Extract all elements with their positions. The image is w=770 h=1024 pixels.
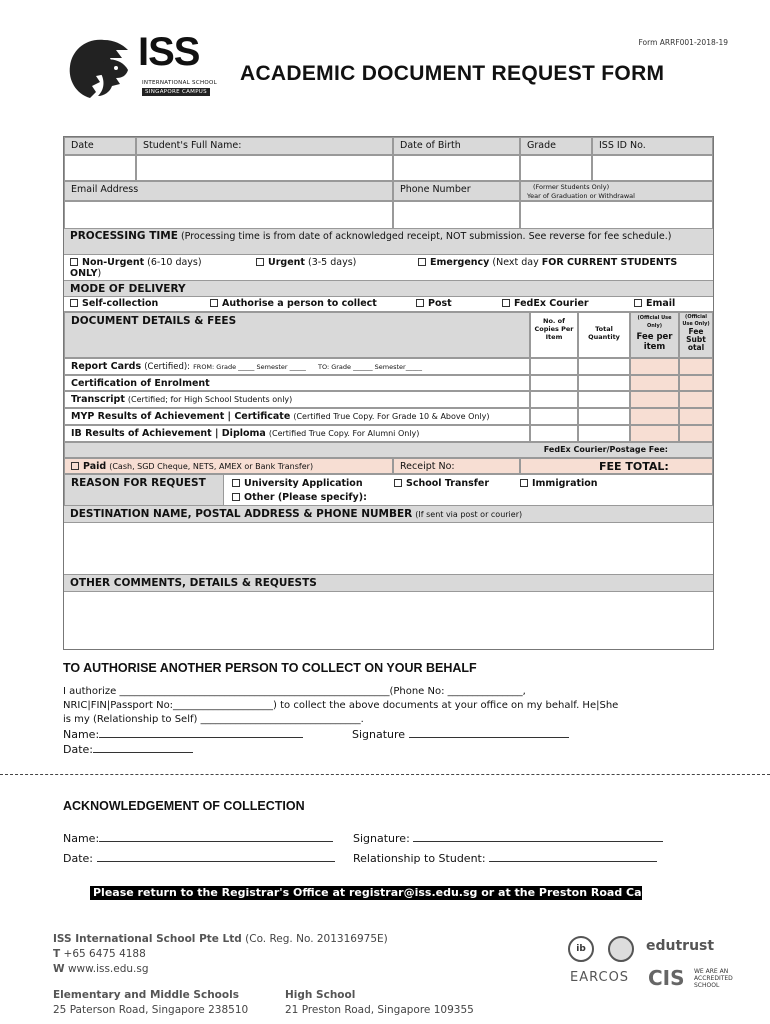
immigration-option[interactable]: Immigration xyxy=(520,477,598,491)
university-option[interactable]: University Application xyxy=(232,477,363,491)
full-name-field[interactable] xyxy=(136,155,393,181)
footer-high-school: High School 21 Preston Road, Singapore 109355 xyxy=(285,989,474,1016)
ib-badge-icon: ib xyxy=(568,936,594,962)
fedex-fee-row: FedEx Courier/Postage Fee: xyxy=(64,442,713,458)
paid-option[interactable]: Paid (Cash, SGD Cheque, NETS, AMEX or Bank Transfer) xyxy=(64,458,393,474)
fee-per-item-header: (Official Use Only) Fee per item xyxy=(630,312,679,358)
transcript-row-cell-4[interactable] xyxy=(679,391,713,408)
report-cards-row-cell-4[interactable] xyxy=(679,358,713,375)
ib-row: IB Results of Achievement | Diploma (Certified True Copy. For Alumni Only) xyxy=(64,425,530,442)
graduation-label: (Former Students Only) Year of Graduation or Withdrawal xyxy=(520,181,713,201)
certification-row-cell-3[interactable] xyxy=(630,375,679,391)
edutrust-badge: edutrust xyxy=(646,938,715,954)
myp-row-cell-1[interactable] xyxy=(530,408,578,425)
authorise-name[interactable]: Name: xyxy=(63,728,303,741)
cut-line xyxy=(0,774,770,775)
authorise-text: I authorize ______________________________________________________(Phone No: _______________, NRIC|FIN|Passport No:____________________) to collect the above documents at your office on my behalf. He|She is my (Relationship to Self) ________________________________. xyxy=(63,686,619,725)
transcript-row-cell-1[interactable] xyxy=(530,391,578,408)
certification-row-cell-4[interactable] xyxy=(679,375,713,391)
delivery-options xyxy=(64,297,713,312)
transcript-row: Transcript (Certified; for High School Students only) xyxy=(64,391,530,408)
report-cards-row-cell-1[interactable] xyxy=(530,358,578,375)
fees-header: DOCUMENT DETAILS & FEES xyxy=(64,312,530,358)
processing-header: PROCESSING TIME (Processing time is from date of acknowledged receipt, NOT submission. See reverse for fee schedule.) xyxy=(64,229,713,255)
fee-subtotal-header: (Official Use Only) Fee Subt otal xyxy=(679,312,713,358)
ack-relationship[interactable]: Relationship to Student: xyxy=(353,852,657,865)
ib-row-cell-2[interactable] xyxy=(578,425,630,442)
non-urgent-option[interactable]: Non-Urgent (6-10 days) xyxy=(70,257,202,268)
certification-row: Certification of Enrolment xyxy=(64,375,530,391)
cis-note: WE ARE AN ACCREDITED SCHOOL xyxy=(694,968,733,989)
destination-field[interactable] xyxy=(64,523,713,575)
self-collection-option[interactable]: Self-collection xyxy=(70,298,158,309)
authorise-title: TO AUTHORISE ANOTHER PERSON TO COLLECT ON YOUR BEHALF xyxy=(63,661,477,675)
comments-field[interactable] xyxy=(64,592,713,649)
post-option[interactable]: Post xyxy=(416,298,452,309)
ib-row-cell-3[interactable] xyxy=(630,425,679,442)
form-code: Form ARRF001-2018-19 xyxy=(638,38,728,47)
page-title: ACADEMIC DOCUMENT REQUEST FORM xyxy=(240,62,665,85)
myp-row-cell-2[interactable] xyxy=(578,408,630,425)
footer-elementary: Elementary and Middle Schools 25 Paterson Road, Singapore 238510 xyxy=(53,989,249,1016)
ib-row-cell-4[interactable] xyxy=(679,425,713,442)
earcos-badge: EARCOS xyxy=(570,970,630,985)
fedex-option[interactable]: FedEx Courier xyxy=(502,298,589,309)
paid-checkbox[interactable] xyxy=(71,462,79,470)
transcript-row-cell-3[interactable] xyxy=(630,391,679,408)
comments-header: OTHER COMMENTS, DETAILS & REQUESTS xyxy=(64,575,713,592)
phone-field[interactable] xyxy=(393,201,520,229)
iss-id-label: ISS ID No. xyxy=(592,137,713,155)
dob-label: Date of Birth xyxy=(393,137,520,155)
iss-id-field[interactable] xyxy=(592,155,713,181)
school-logo xyxy=(66,30,226,100)
logo-campus: SINGAPORE CAMPUS xyxy=(142,88,210,96)
transcript-row-cell-2[interactable] xyxy=(578,391,630,408)
certification-row-cell-2[interactable] xyxy=(578,375,630,391)
school-transfer-option[interactable]: School Transfer xyxy=(394,477,489,491)
grade-label: Grade xyxy=(520,137,592,155)
myp-row: MYP Results of Achievement | Certificate (Certified True Copy. For Grade 10 & Above Only) xyxy=(64,408,530,425)
grade-field[interactable] xyxy=(520,155,592,181)
report-cards-row: Report Cards (Certified): FROM: Grade _____ Semester _____ TO: Grade ______ Semester_____ xyxy=(64,358,530,375)
email-option[interactable]: Email xyxy=(634,298,675,309)
email-label: Email Address xyxy=(64,181,393,201)
urgent-option[interactable]: Urgent (3-5 days) xyxy=(256,257,356,268)
certification-row-cell-1[interactable] xyxy=(530,375,578,391)
other-reason-option[interactable]: Other (Please specify): xyxy=(232,491,367,505)
ack-signature[interactable]: Signature: xyxy=(353,832,663,845)
logo-text: ISS xyxy=(138,30,200,74)
email-field[interactable] xyxy=(64,201,393,229)
myp-row-cell-4[interactable] xyxy=(679,408,713,425)
ack-title: ACKNOWLEDGEMENT OF COLLECTION xyxy=(63,799,305,813)
emergency-checkbox[interactable] xyxy=(418,258,426,266)
website-link[interactable]: www.iss.edu.sg xyxy=(67,963,149,975)
ack-date[interactable]: Date: xyxy=(63,852,335,865)
footer-contact: ISS International School Pte Ltd (Co. Reg. No. 201316975E) T +65 6475 4188 W www.iss.edu.sg xyxy=(53,933,388,975)
ib-row-cell-1[interactable] xyxy=(530,425,578,442)
date-field[interactable] xyxy=(64,155,136,181)
return-banner: Please return to the Registrar's Office at registrar@iss.edu.sg or at the Preston Road Campus. xyxy=(90,886,642,900)
request-form xyxy=(63,136,714,650)
fee-total-label: FEE TOTAL: xyxy=(520,458,713,474)
non-urgent-checkbox[interactable] xyxy=(70,258,78,266)
graduation-field[interactable] xyxy=(520,201,713,229)
report-cards-row-cell-2[interactable] xyxy=(578,358,630,375)
urgent-checkbox[interactable] xyxy=(256,258,264,266)
ack-name[interactable]: Name: xyxy=(63,832,333,845)
full-name-label: Student's Full Name: xyxy=(136,137,393,155)
delivery-header: MODE OF DELIVERY xyxy=(64,281,713,297)
lion-icon xyxy=(66,36,132,100)
receipt-label: Receipt No: xyxy=(393,458,520,474)
accreditation-seal-icon xyxy=(608,936,634,962)
logo-subtitle: INTERNATIONAL SCHOOL xyxy=(142,80,218,86)
reason-options xyxy=(224,474,713,506)
emergency-option[interactable]: Emergency (Next day FOR CURRENT STUDENTS xyxy=(418,257,677,268)
reason-header: REASON FOR REQUEST xyxy=(64,474,224,506)
total-quantity-header: Total Quantity xyxy=(578,312,630,358)
report-cards-row-cell-3[interactable] xyxy=(630,358,679,375)
copies-header: No. of Copies Per Item xyxy=(530,312,578,358)
authorise-signature[interactable]: Signature xyxy=(352,728,569,741)
destination-header: DESTINATION NAME, POSTAL ADDRESS & PHONE NUMBER (If sent via post or courier) xyxy=(64,506,713,523)
dob-field[interactable] xyxy=(393,155,520,181)
authorise-date[interactable]: Date: xyxy=(63,743,193,756)
phone-label: Phone Number xyxy=(393,181,520,201)
myp-row-cell-3[interactable] xyxy=(630,408,679,425)
cis-badge: CIS xyxy=(648,966,685,990)
processing-options: Non-Urgent (6-10 days) ONLY) Urgent (3-5 days) Emergency (Next day FOR CURRENT STUDENTS xyxy=(64,255,713,281)
date-label: Date xyxy=(64,137,136,155)
authorise-option[interactable]: Authorise a person to collect xyxy=(210,298,377,309)
